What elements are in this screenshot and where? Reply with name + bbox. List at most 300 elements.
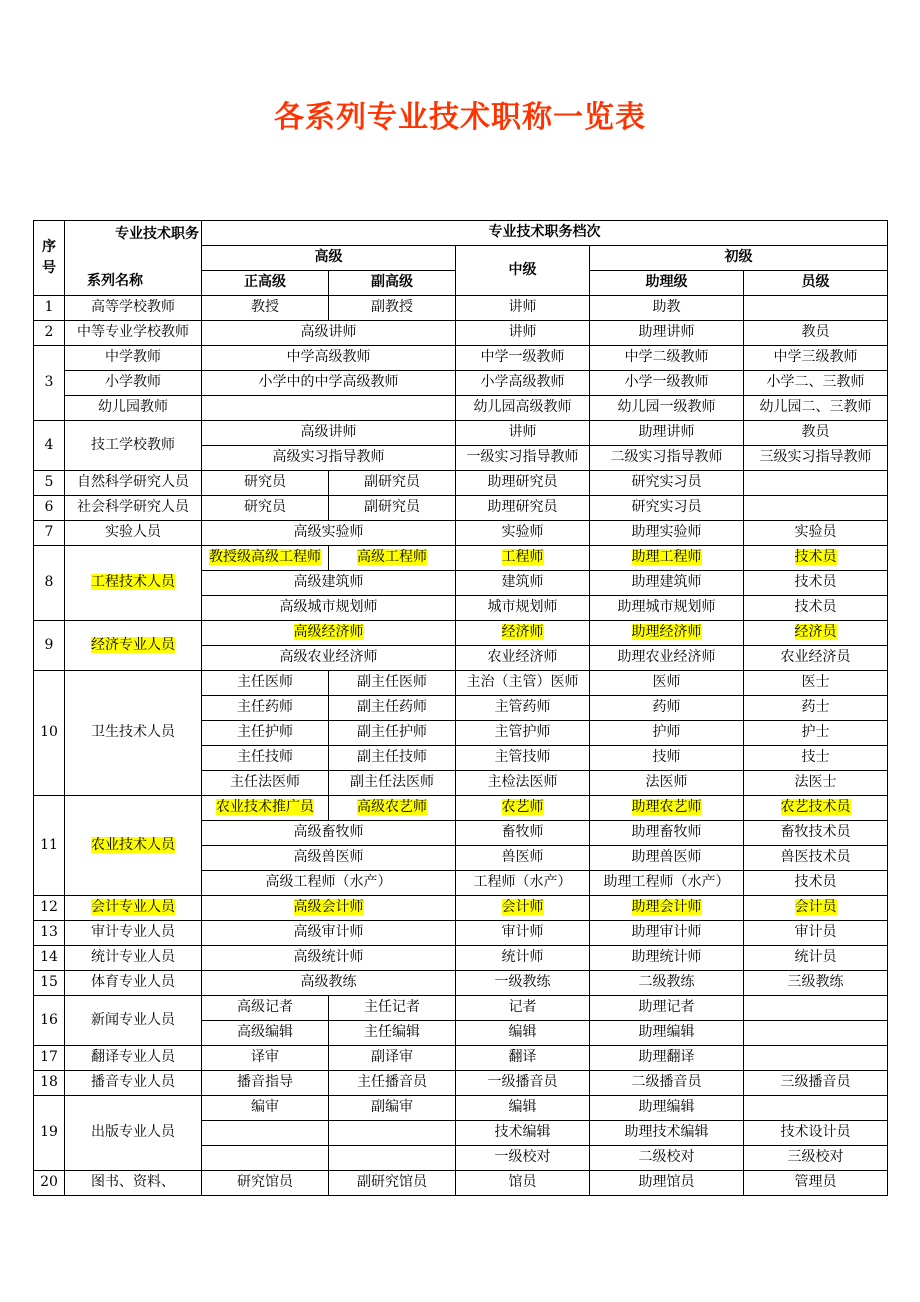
- title-cell-text: 高级会计师: [293, 899, 364, 916]
- title-cell-text: 幼儿园高级教师: [473, 399, 572, 416]
- title-cell-text: 中学高级教师: [286, 349, 371, 366]
- title-cell: [590, 721, 744, 746]
- table-row: [34, 1071, 888, 1096]
- title-cell-text: 教员: [801, 324, 830, 341]
- title-cell: [590, 396, 744, 421]
- title-cell: [456, 1021, 590, 1046]
- title-cell-text: 城市规划师: [487, 599, 558, 616]
- title-cell-text: 三级教练: [787, 974, 844, 991]
- title-cell-text: 小学二、三教师: [766, 374, 865, 391]
- title-cell: [202, 296, 329, 321]
- title-cell: [202, 1021, 329, 1046]
- title-cell-text: 药士: [801, 699, 830, 716]
- title-cell: [329, 1071, 456, 1096]
- corner-top-label: 专业技术职务: [115, 226, 199, 242]
- title-cell: [202, 521, 456, 546]
- title-cell-text: 医师: [652, 674, 681, 691]
- title-cell: [202, 621, 456, 646]
- title-cell: [590, 621, 744, 646]
- series-name-text: 实验人员: [105, 524, 161, 541]
- series-name: [65, 971, 202, 996]
- title-cell: [202, 1071, 329, 1096]
- title-cell: [744, 496, 888, 521]
- title-cell: [202, 371, 456, 396]
- title-cell: [744, 1146, 888, 1171]
- row-number-text: 19: [40, 1124, 58, 1141]
- title-cell: [590, 1071, 744, 1096]
- series-name-text: 农业技术人员: [91, 836, 175, 853]
- title-cell-text: 小学高级教师: [480, 374, 565, 391]
- title-cell-text: 药师: [652, 699, 681, 716]
- series-name-text: 经济专业人员: [91, 636, 175, 653]
- row-number-text: 7: [44, 524, 54, 541]
- title-cell: [744, 546, 888, 571]
- title-cell-text: 高级农艺师: [357, 799, 427, 816]
- title-cell-text: 助理建筑师: [631, 574, 702, 591]
- table-row: [34, 546, 888, 571]
- series-name: [65, 1171, 202, 1196]
- row-number-text: 1: [44, 299, 54, 316]
- title-cell: [590, 346, 744, 371]
- series-name-text: 统计专业人员: [91, 949, 175, 966]
- title-cell-text: 实验师: [501, 524, 544, 541]
- row-number-text: 4: [44, 436, 54, 453]
- title-cell-text: 馆员: [508, 1174, 537, 1191]
- title-cell-text: 翻译: [508, 1049, 537, 1066]
- series-name-text: 高等学校教师: [91, 299, 175, 316]
- title-cell-text: 技术编辑: [494, 1124, 551, 1141]
- table-row: [34, 371, 888, 396]
- row-number-text: 20: [40, 1174, 58, 1191]
- title-cell-text: 研究馆员: [237, 1174, 293, 1191]
- title-cell: [202, 546, 329, 571]
- title-cell-text: 助理馆员: [638, 1174, 695, 1191]
- title-cell: [744, 921, 888, 946]
- title-cell-text: 助理技术编辑: [624, 1124, 709, 1141]
- title-cell: [590, 996, 744, 1021]
- title-cell: [744, 796, 888, 821]
- senior-header: 高级: [202, 246, 456, 271]
- title-cell: [202, 471, 329, 496]
- title-cell-text: 技术员: [794, 874, 837, 891]
- title-cell: [744, 846, 888, 871]
- title-cell: [456, 396, 590, 421]
- title-cell: [456, 896, 590, 921]
- title-cell-text: 技术员: [794, 549, 837, 566]
- title-cell: [456, 846, 590, 871]
- title-cell-text: 高级城市规划师: [279, 599, 378, 616]
- title-cell-text: 护士: [801, 724, 830, 741]
- title-cell-text: 助理统计师: [631, 949, 702, 966]
- series-name: [65, 371, 202, 396]
- title-cell: [329, 696, 456, 721]
- row-number: [34, 796, 65, 896]
- seq-header: 序号: [34, 221, 65, 296]
- title-cell-text: 助理编辑: [638, 1099, 695, 1116]
- title-cell: [329, 496, 456, 521]
- title-cell: [456, 596, 590, 621]
- title-cell: [590, 646, 744, 671]
- title-cell: [590, 571, 744, 596]
- row-number: [34, 1096, 65, 1171]
- title-cell-text: 副编审: [371, 1099, 413, 1116]
- title-cell: [456, 671, 590, 696]
- title-cell-text: 二级校对: [638, 1149, 695, 1166]
- row-number: [34, 996, 65, 1046]
- title-cell-text: 高级工程师: [357, 549, 427, 566]
- title-cell: [202, 396, 456, 421]
- title-cell-text: 助理研究员: [487, 474, 558, 491]
- title-cell: [590, 971, 744, 996]
- title-cell-text: 助理讲师: [638, 324, 695, 341]
- title-cell: [590, 321, 744, 346]
- title-cell: [744, 971, 888, 996]
- row-number-text: 5: [44, 474, 54, 491]
- title-cell: [456, 871, 590, 896]
- title-cell-text: 高级讲师: [300, 424, 357, 441]
- title-cell: [329, 1046, 456, 1071]
- title-cell-text: 畜牧师: [501, 824, 544, 841]
- title-cell-text: 记者: [508, 999, 537, 1016]
- series-name: [65, 421, 202, 471]
- title-cell-text: 一级教练: [494, 974, 551, 991]
- title-cell: [456, 496, 590, 521]
- title-cell-text: 小学中的中学高级教师: [258, 374, 399, 391]
- table-row: [34, 1096, 888, 1121]
- title-cell: [202, 596, 456, 621]
- series-name-text: 翻译专业人员: [91, 1049, 175, 1066]
- table-row: [34, 896, 888, 921]
- row-number-text: 13: [40, 924, 58, 941]
- table-row: [34, 946, 888, 971]
- title-cell: [744, 621, 888, 646]
- row-number-text: 3: [44, 374, 54, 391]
- series-name: [65, 621, 202, 671]
- row-number-text: 8: [44, 574, 54, 591]
- title-cell: [744, 946, 888, 971]
- title-cell: [744, 1121, 888, 1146]
- title-cell-text: 主任记者: [364, 999, 420, 1016]
- series-name: [65, 546, 202, 621]
- title-cell-text: 主任法医师: [230, 774, 300, 791]
- title-cell: [744, 871, 888, 896]
- table-row: [34, 471, 888, 496]
- title-cell-text: 高级兽医师: [293, 849, 364, 866]
- title-cell-text: 主任医师: [237, 674, 293, 691]
- title-cell-text: 主管技师: [494, 749, 551, 766]
- title-cell-text: 讲师: [508, 299, 537, 316]
- title-table: [33, 220, 888, 1196]
- title-cell-text: 助理农业经济师: [617, 649, 716, 666]
- title-cell-text: 助理会计师: [631, 899, 702, 916]
- row-number-text: 6: [44, 499, 54, 516]
- table-row: [34, 621, 888, 646]
- row-number: [34, 946, 65, 971]
- row-number: [34, 296, 65, 321]
- title-cell: [590, 521, 744, 546]
- title-cell-text: 技术员: [794, 599, 837, 616]
- title-cell: [202, 1096, 329, 1121]
- series-name: [65, 346, 202, 371]
- title-cell-text: 中学二级教师: [624, 349, 709, 366]
- title-cell-text: 技术设计员: [780, 1124, 851, 1141]
- title-cell-text: 助理讲师: [638, 424, 695, 441]
- title-cell: [590, 871, 744, 896]
- table-row: [34, 396, 888, 421]
- title-cell: [329, 1146, 456, 1171]
- title-cell: [456, 696, 590, 721]
- title-cell-text: 主治（主管）医师: [466, 674, 579, 691]
- title-cell: [744, 646, 888, 671]
- table-row: [34, 796, 888, 821]
- table-row: [34, 496, 888, 521]
- title-cell-text: 建筑师: [501, 574, 544, 591]
- middle-header: 中级: [456, 246, 590, 296]
- title-cell-text: 副研究员: [364, 474, 420, 491]
- title-cell: [456, 796, 590, 821]
- title-cell-text: 经济员: [794, 624, 837, 641]
- title-cell-text: 会计员: [794, 899, 837, 916]
- title-cell: [202, 821, 456, 846]
- series-name: [65, 671, 202, 796]
- title-cell-text: 农业技术推广员: [216, 799, 314, 816]
- table-row: [34, 421, 888, 446]
- title-cell-text: 兽医技术员: [780, 849, 851, 866]
- title-cell-text: 高级统计师: [293, 949, 364, 966]
- series-name-text: 工程技术人员: [91, 574, 175, 591]
- title-cell: [590, 796, 744, 821]
- full-senior-header: 正高级: [202, 271, 329, 296]
- title-cell: [744, 1171, 888, 1196]
- title-cell-text: 主检法医师: [487, 774, 558, 791]
- title-cell-text: 农业经济师: [487, 649, 558, 666]
- corner-bottom-label: 系列名称: [87, 272, 143, 289]
- title-cell-text: 主任编辑: [364, 1024, 420, 1041]
- title-cell: [590, 596, 744, 621]
- title-cell-text: 三级播音员: [780, 1074, 851, 1091]
- title-cell: [590, 946, 744, 971]
- row-number: [34, 1071, 65, 1096]
- title-cell-text: 审计员: [794, 924, 837, 941]
- title-cell-text: 管理员: [794, 1174, 837, 1191]
- title-cell-text: 助理畜牧师: [631, 824, 702, 841]
- title-cell-text: 主任播音员: [357, 1074, 427, 1091]
- title-cell: [329, 1021, 456, 1046]
- row-number: [34, 346, 65, 421]
- row-number: [34, 671, 65, 796]
- title-cell: [590, 896, 744, 921]
- title-cell: [744, 896, 888, 921]
- title-cell-text: 研究实习员: [631, 499, 702, 516]
- assistant-header: 助理级: [590, 271, 744, 296]
- series-name: [65, 921, 202, 946]
- title-cell: [202, 721, 329, 746]
- title-cell: [329, 746, 456, 771]
- title-cell: [744, 671, 888, 696]
- title-cell-text: 统计员: [794, 949, 837, 966]
- title-cell: [456, 1171, 590, 1196]
- title-cell: [202, 321, 456, 346]
- title-cell: [590, 771, 744, 796]
- title-cell-text: 高级记者: [237, 999, 293, 1016]
- series-name: [65, 1096, 202, 1171]
- title-cell-text: 农业经济员: [780, 649, 851, 666]
- title-cell-text: 工程师（水产）: [473, 874, 572, 891]
- series-name-text: 播音专业人员: [91, 1074, 175, 1091]
- title-cell: [456, 546, 590, 571]
- title-cell-text: 护师: [652, 724, 681, 741]
- title-cell: [456, 446, 590, 471]
- title-cell: [456, 321, 590, 346]
- title-cell: [456, 771, 590, 796]
- title-cell: [202, 871, 456, 896]
- title-cell-text: 副主任技师: [357, 749, 427, 766]
- row-number: [34, 471, 65, 496]
- table-row: [34, 346, 888, 371]
- series-name: [65, 396, 202, 421]
- title-cell: [456, 1121, 590, 1146]
- title-cell-text: 高级农业经济师: [279, 649, 378, 666]
- title-cell-text: 编辑: [508, 1024, 537, 1041]
- title-cell: [202, 696, 329, 721]
- series-name-text: 中学教师: [105, 349, 161, 366]
- series-name: [65, 896, 202, 921]
- title-cell-text: 教员: [801, 424, 830, 441]
- row-number: [34, 971, 65, 996]
- title-cell: [744, 471, 888, 496]
- title-cell-text: 助理实验师: [631, 524, 702, 541]
- title-cell: [744, 371, 888, 396]
- title-cell-text: 实验员: [794, 524, 837, 541]
- title-cell-text: 高级实习指导教师: [272, 449, 385, 466]
- title-cell: [744, 1021, 888, 1046]
- title-cell-text: 法医士: [794, 774, 837, 791]
- member-header: 员级: [744, 271, 888, 296]
- title-cell: [202, 496, 329, 521]
- title-cell-text: 高级畜牧师: [293, 824, 364, 841]
- title-cell: [202, 846, 456, 871]
- title-cell: [456, 421, 590, 446]
- table-row: [34, 921, 888, 946]
- title-cell-text: 一级播音员: [487, 1074, 558, 1091]
- title-cell: [329, 1096, 456, 1121]
- title-cell: [202, 996, 329, 1021]
- title-cell: [744, 696, 888, 721]
- title-cell-text: 助理审计师: [631, 924, 702, 941]
- title-cell-text: 法医师: [645, 774, 688, 791]
- title-cell: [590, 671, 744, 696]
- title-cell: [329, 296, 456, 321]
- title-cell: [744, 1096, 888, 1121]
- row-number: [34, 1046, 65, 1071]
- series-name: [65, 946, 202, 971]
- title-cell: [744, 346, 888, 371]
- title-cell-text: 高级编辑: [237, 1024, 293, 1041]
- title-cell: [744, 296, 888, 321]
- title-cell-text: 一级校对: [494, 1149, 551, 1166]
- title-cell-text: 二级教练: [638, 974, 695, 991]
- title-cell: [590, 296, 744, 321]
- title-cell: [329, 471, 456, 496]
- title-cell: [744, 1071, 888, 1096]
- title-cell: [456, 346, 590, 371]
- title-cell-text: 教授: [251, 299, 279, 316]
- title-cell-text: 播音指导: [237, 1074, 293, 1091]
- title-cell-text: 助理兽医师: [631, 849, 702, 866]
- series-name: [65, 1071, 202, 1096]
- title-cell: [202, 1146, 329, 1171]
- series-name-text: 卫生技术人员: [91, 724, 175, 741]
- title-cell: [456, 571, 590, 596]
- title-cell: [744, 996, 888, 1021]
- series-name-text: 社会科学研究人员: [77, 499, 189, 516]
- title-cell: [590, 471, 744, 496]
- title-cell-text: 研究员: [244, 499, 286, 516]
- title-cell-text: 工程师: [501, 549, 544, 566]
- title-cell-text: 兽医师: [501, 849, 544, 866]
- table-row: [34, 671, 888, 696]
- title-cell: [744, 446, 888, 471]
- title-cell-text: 助教: [652, 299, 681, 316]
- title-cell: [744, 746, 888, 771]
- title-cell-text: 编辑: [508, 1099, 537, 1116]
- title-cell: [202, 771, 329, 796]
- title-cell-text: 统计师: [501, 949, 544, 966]
- title-cell: [456, 746, 590, 771]
- row-number-text: 14: [40, 949, 58, 966]
- title-cell: [202, 1046, 329, 1071]
- title-cell: [590, 446, 744, 471]
- title-cell-text: 审计师: [501, 924, 544, 941]
- title-cell-text: 副主任医师: [357, 674, 427, 691]
- title-cell: [590, 746, 744, 771]
- row-number: [34, 546, 65, 621]
- title-cell-text: 副译审: [371, 1049, 413, 1066]
- title-cell: [202, 1171, 329, 1196]
- title-cell: [590, 846, 744, 871]
- title-cell-text: 助理工程师（水产）: [603, 874, 730, 891]
- title-cell-text: 副研究馆员: [357, 1174, 427, 1191]
- series-name: [65, 521, 202, 546]
- title-cell: [744, 321, 888, 346]
- title-cell: [329, 996, 456, 1021]
- title-cell: [202, 446, 456, 471]
- title-cell: [456, 921, 590, 946]
- title-cell: [456, 1146, 590, 1171]
- title-cell-text: 教授级高级工程师: [209, 549, 321, 566]
- title-cell-text: 助理工程师: [631, 549, 702, 566]
- series-name-text: 会计专业人员: [91, 899, 175, 916]
- table-row: [34, 1046, 888, 1071]
- title-cell: [329, 1121, 456, 1146]
- title-cell-text: 主管药师: [494, 699, 551, 716]
- title-cell-text: 编审: [251, 1099, 279, 1116]
- row-number-text: 9: [44, 636, 54, 653]
- table-row: [34, 996, 888, 1021]
- table-row: [34, 296, 888, 321]
- title-cell-text: 一级实习指导教师: [466, 449, 579, 466]
- title-cell: [456, 946, 590, 971]
- title-cell-text: 医士: [801, 674, 830, 691]
- title-cell: [202, 921, 456, 946]
- series-name: [65, 471, 202, 496]
- title-cell-text: 畜牧技术员: [780, 824, 851, 841]
- title-cell: [329, 1171, 456, 1196]
- title-cell: [744, 1046, 888, 1071]
- title-cell-text: 主任护师: [237, 724, 293, 741]
- series-name-text: 审计专业人员: [91, 924, 175, 941]
- title-cell-text: 副主任药师: [357, 699, 427, 716]
